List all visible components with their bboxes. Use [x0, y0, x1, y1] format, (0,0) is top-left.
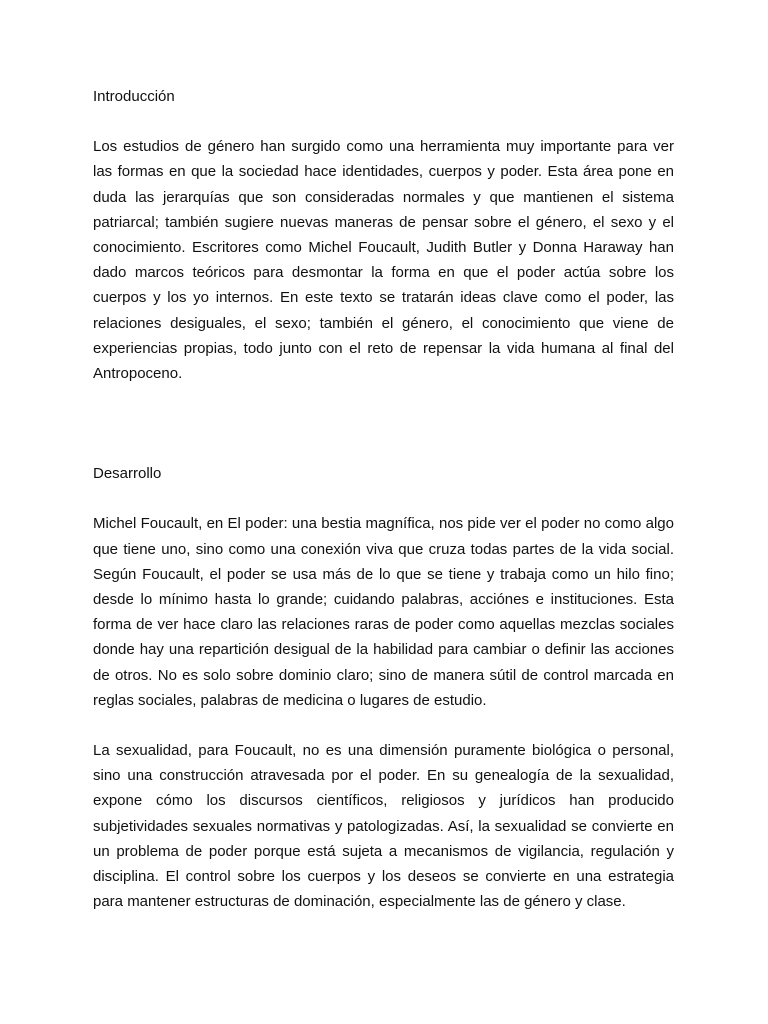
- section-heading-introduccion: Introducción: [93, 88, 175, 105]
- document-body: [93, 84, 674, 914]
- section-heading-desarrollo: Desarrollo: [93, 465, 162, 483]
- paragraph-introduccion: Los estudios de género han surgido como una herramienta muy importante para ver las formas en que la sociedad hace identidades, cuerpos y poder. Esta área pone en duda las jerarquías que son consideradas normales y que mantienen el sistema patriarcal; también sugiere nuevas maneras de pensar sobre el género, el sexo y el conocimiento. Escritores como Michel Foucault, Judith Butler y Donna Haraway han dado marcos teóricos para desmontar la forma en que el poder actúa sobre los cuerpos y los yo internos. En este texto se tratarán ideas clave como el poder, las relaciones desiguales, el sexo; también el género, el conocimiento que viene de experiencias propias, todo junto con el reto de repensar la vida humana al final del Antropoceno.: [93, 138, 674, 383]
- paragraph-desarrollo-1: Michel Foucault, en El poder: una bestia magnífica, nos pide ver el poder no como algo que tiene uno, sino como una conexión viva que cruza todas partes de la vida social. Según Foucault, el poder se usa más de lo que se tiene y trabaja como un hilo fino; desde lo mínimo hasta lo grande; cuidando palabras, acciónes e instituciones. Esta forma de ver hace claro las relaciones raras de poder como aquellas mezclas sociales donde hay una repartición desigual de la habilidad para cambiar o definir las acciones de otros. No es solo sobre dominio claro; sino de manera sútil de control marcada en reglas sociales, palabras de medicina o lugares de estudio.: [93, 515, 674, 709]
- paragraph-desarrollo-2: La sexualidad, para Foucault, no es una dimensión puramente biológica o personal, sino una construcción atravesada por el poder. En su genealogía de la sexualidad, expone cómo los discursos científicos, religiosos y jurídicos han producido subjetividades sexuales normativas y patologizadas. Así, la sexualidad se convierte en un problema de poder porque está sujeta a mecanismos de vigilancia, regulación y disciplina. El control sobre los cuerpos y los deseos se convierte en una estrategia para mantener estructuras de dominación, especialmente las de género y clase.: [93, 742, 674, 911]
